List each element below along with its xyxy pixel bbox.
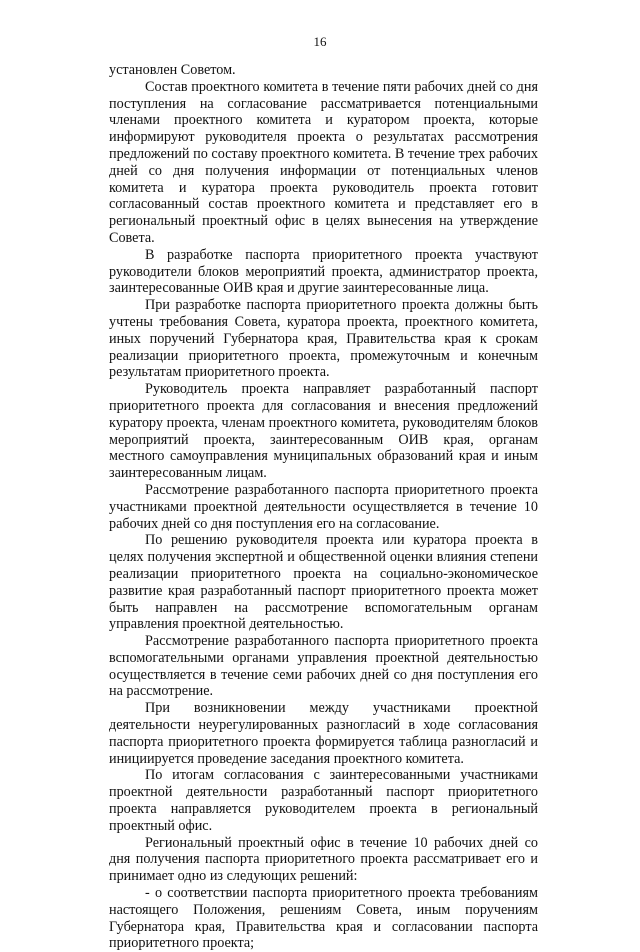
paragraph-6: Рассмотрение разработанного паспорта приоритетного проекта участниками проектной деятельности осуществляется в течение 10 рабочих дней со дня поступления его на согласование. <box>109 481 538 532</box>
paragraph-1: установлен Советом. <box>109 62 236 78</box>
paragraph-10: По итогам согласования с заинтересованными участниками проектной деятельности разработанный паспорт приоритетного проекта направляется руководителем проекта в региональный проектный офис. <box>109 767 538 834</box>
paragraph-5: Руководитель проекта направляет разработанный паспорт приоритетного проекта для согласования и внесения предложений куратору проекта, членам проектного комитета, руководителям блоков мероприятий проекта, заинтересованным ОИВ края, органам местного самоуправления муниципальных образований края и иным заинтересованным лицам. <box>109 381 538 482</box>
paragraph-11: Региональный проектный офис в течение 10 рабочих дней со дня получения паспорта приоритетного проекта рассматривает его и принимает одно из следующих решений: <box>109 834 538 885</box>
paragraph-4: При разработке паспорта приоритетного проекта должны быть учтены требования Совета, куратора проекта, проектного комитета, иных поручений Губернатора края, Правительства края к срокам реализации приоритетного проекта, промежуточным и конечным результатам приоритетного проекта. <box>109 297 538 381</box>
paragraph-9: При возникновении между участниками проектной деятельности неурегулированных разногласий в ходе согласования паспорта приоритетного проекта формируется таблица разногласий и инициируется проведение заседания проектного комитета. <box>109 700 538 767</box>
document-body <box>109 62 538 952</box>
paragraph-8: Рассмотрение разработанного паспорта приоритетного проекта вспомогательными органами управления проектной деятельностью осуществляется в течение семи рабочих дней со дня поступления его на рассмотрение. <box>109 633 538 700</box>
paragraph-2: Состав проектного комитета в течение пяти рабочих дней со дня поступления на согласование рассматривается потенциальными членами проектного комитета и куратором проекта, которые информируют руководителя проекта о результатах рассмотрения предложений по составу проектного комитета. В течение трех рабочих дней со дня получения информации от потенциальных членов комитета и куратора проекта руководитель проекта готовит согласованный состав проектного комитета и представляет его в региональный проектный офис в целях вынесения на утверждение Совета. <box>109 78 538 246</box>
page-number: 16 <box>313 34 327 49</box>
paragraph-12: - о соответствии паспорта приоритетного проекта требованиям настоящего Положения, решениям Совета, иным поручениям Губернатора края, Правительства края и согласовании паспорта приоритетного проекта; <box>109 885 538 952</box>
paragraph-3: В разработке паспорта приоритетного проекта участвуют руководители блоков мероприятий проекта, администратор проекта, заинтересованные ОИВ края и другие заинтересованные лица. <box>109 246 538 297</box>
paragraph-7: По решению руководителя проекта или куратора проекта в целях получения экспертной и общественной оценки влияния степени реализации приоритетного проекта на социально-экономическое развитие края разработанный паспорт приоритетного проекта может быть направлен на рассмотрение вспомогательным органам управления проектной деятельностью. <box>109 532 538 633</box>
